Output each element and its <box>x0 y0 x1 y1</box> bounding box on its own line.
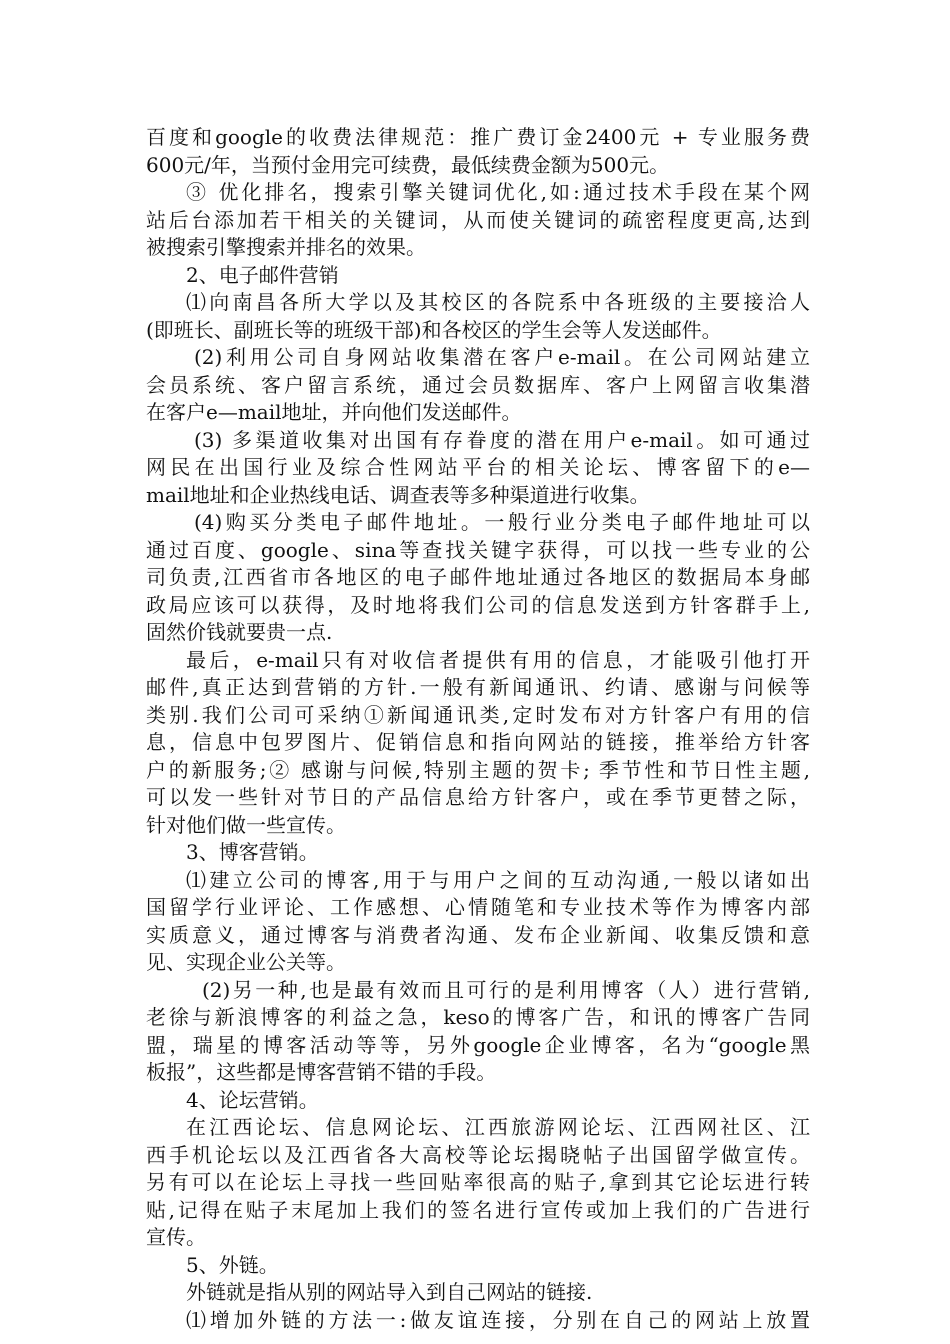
text-line: 固然价钱就要贵一点. <box>146 620 333 644</box>
text-line: 站后台添加若干相关的关键词，从而使关键词的疏密程度更高,达到 <box>146 207 810 232</box>
text-line: ③ 优化排名，搜索引擎关键词优化,如:通过技术手段在某个网 <box>186 180 810 204</box>
text-line: 会员系统、客户留言系统，通过会员数据库、客户上网留言收集潜 <box>146 372 810 397</box>
text-line: 盟，瑞星的博客活动等等，另外google企业博客，名为“google黑 <box>146 1032 810 1057</box>
text-line: 贴,记得在贴子末尾加上我们的签名进行宣传或加上我们的广告进行 <box>146 1197 810 1222</box>
text-line: 宣传。 <box>146 1225 206 1249</box>
text-line: 4、论坛营销。 <box>186 1087 319 1112</box>
text-line: 可以发一些针对节日的产品信息给方针客户，或在季节更替之际， <box>146 785 810 809</box>
text-line: 在客户e—mail地址，并向他们发送邮件。 <box>146 400 522 424</box>
text-line: (即班长、副班长等的班级干部)和各校区的学生会等人发送邮件。 <box>146 317 722 342</box>
text-line: ⑴向南昌各所大学以及其校区的各院系中各班级的主要接洽人 <box>186 290 810 314</box>
text-line: 见、实现企业公关等。 <box>146 950 346 974</box>
document-body <box>146 124 810 1334</box>
text-line: 百度和google的收费法律规范：推广费订金2400元 + 专业服务费 <box>146 125 810 149</box>
text-line: 3、博客营销。 <box>186 840 319 864</box>
text-line: (2)另一种,也是最有效而且可行的是利用博客（人）进行营销, <box>202 977 810 1002</box>
text-line: 被搜索引擎搜索并排名的效果。 <box>146 235 426 259</box>
text-line: 通过百度、google、sina等查找关键字获得，可以找一些专业的公 <box>146 537 810 562</box>
text-line: 2、电子邮件营销 <box>186 262 339 287</box>
text-line: 外链就是指从别的网站导入到自己网站的链接. <box>186 1280 593 1304</box>
text-line: 息，信息中包罗图片、促销信息和指向网站的链接，推举给方针客 <box>146 730 810 754</box>
text-line: 西手机论坛以及江西省各大高校等论坛揭晓帖子出国留学做宣传。 <box>146 1142 810 1167</box>
text-line: (2)利用公司自身网站收集潜在客户e-mail。在公司网站建立 <box>194 345 810 369</box>
text-line: 司负责,江西省市各地区的电子邮件地址通过各地区的数据局本身邮 <box>146 565 810 589</box>
text-line: mail地址和企业热线电话、调查表等多种渠道进行收集。 <box>146 482 650 507</box>
text-line: 类别.我们公司可采纳①新闻通讯类,定时发布对方针客户有用的信 <box>146 702 810 727</box>
text-line: (3) 多渠道收集对出国有存眷度的潜在用户e-mail。如可通过 <box>194 427 810 452</box>
text-line: 600元/年，当预付金用完可续费，最低续费金额为500元。 <box>146 152 670 177</box>
text-line: ⑴增加外链的方法一:做友谊连接，分别在自己的网站上放置 <box>186 1307 810 1332</box>
text-line: 板报”，这些都是博客营销不错的手段。 <box>146 1060 497 1084</box>
text-line: 国留学行业评论、工作感想、心情随笔和专业技术等作为博客内部 <box>146 895 810 919</box>
text-line: 在江西论坛、信息网论坛、江西旅游网论坛、江西网社区、江 <box>186 1115 810 1139</box>
text-line: 政局应该可以获得，及时地将我们公司的信息发送到方针客群手上, <box>146 592 810 617</box>
text-line: 实质意义，通过博客与消费者沟通、发布企业新闻、收集反馈和意 <box>146 922 810 947</box>
text-line: 户的新服务;② 感谢与问候,特别主题的贺卡; 季节性和节日性主题, <box>146 757 810 782</box>
text-line: ⑴建立公司的博客,用于与用户之间的互动沟通,一般以诸如出 <box>186 867 810 892</box>
text-line: 最后，e-mail只有对收信者提供有用的信息，才能吸引他打开 <box>186 647 810 672</box>
text-line: (4)购买分类电子邮件地址。一般行业分类电子邮件地址可以 <box>194 510 810 534</box>
text-line: 另有可以在论坛上寻找一些回贴率很高的贴子,拿到其它论坛进行转 <box>146 1170 810 1194</box>
text-line: 邮件,真正达到营销的方针.一般有新闻通讯、约请、感谢与问候等 <box>146 675 810 699</box>
text-line: 针对他们做一些宣传。 <box>146 812 346 837</box>
text-line: 老徐与新浪博客的利益之急，keso的博客广告，和讯的博客广告同 <box>146 1005 810 1029</box>
text-line: 网民在出国行业及综合性网站平台的相关论坛、博客留下的e— <box>146 455 810 479</box>
text-line: 5、外链。 <box>186 1252 279 1277</box>
